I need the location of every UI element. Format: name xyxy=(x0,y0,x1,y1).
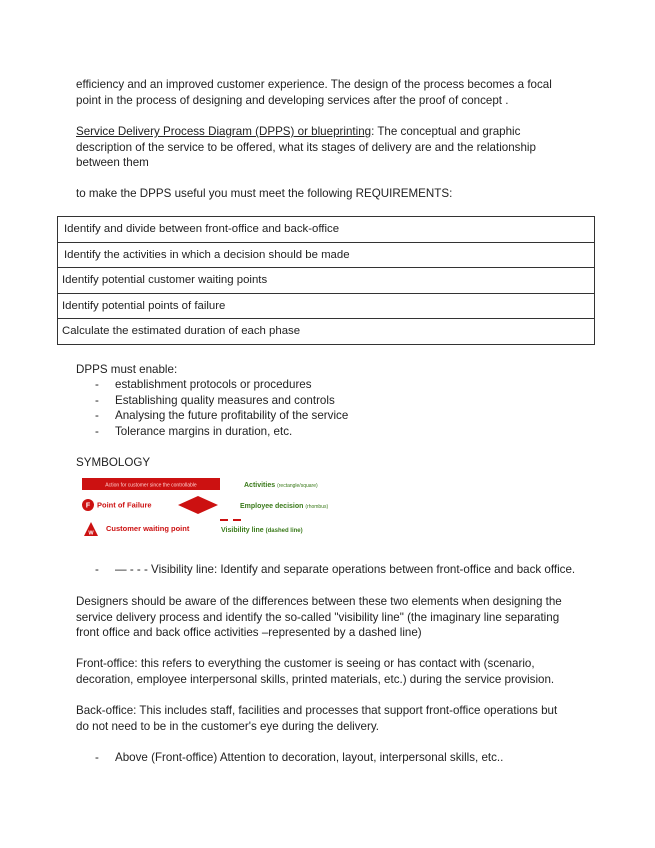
back-office-line-2: do not need to be in the customer's eye during the delivery. xyxy=(76,719,379,733)
front-office-line-1: Front-office: this refers to everything the customer is seeing or has contact with (scenario, xyxy=(76,657,535,670)
visibility-line-note: (dashed line) xyxy=(265,528,303,534)
list-item-text: Establishing quality measures and controls xyxy=(115,393,335,407)
list-item xyxy=(95,408,348,424)
back-office-paragraph xyxy=(76,703,586,734)
table-row xyxy=(58,217,595,243)
table-row xyxy=(58,242,595,268)
list-item xyxy=(95,393,348,409)
list-item xyxy=(95,377,348,393)
dpps-term: Service Delivery Process Diagram (DPPS) or blueprinting xyxy=(76,125,372,138)
dpps-enable-heading: DPPS must enable: xyxy=(76,363,178,376)
designers-paragraph xyxy=(76,594,586,641)
above-list xyxy=(95,750,503,766)
list-dash: - xyxy=(95,424,99,438)
list-dash: - xyxy=(95,378,99,391)
table-row xyxy=(58,268,595,294)
intro-line-1: efficiency and an improved customer experience. The design of the process becomes a focal xyxy=(76,78,552,91)
visibility-list xyxy=(95,562,575,578)
point-of-failure-label: Point of Failure xyxy=(97,500,152,510)
activities-text: Activities xyxy=(244,482,276,489)
dpps-definition-line-3: between them xyxy=(76,156,149,170)
requirements-table xyxy=(57,216,595,345)
symbology-heading: SYMBOLOGY xyxy=(76,456,151,469)
list-item-text: — - - - Visibility line: Identify and separate operations between front-office and back office. xyxy=(115,563,576,576)
intro-paragraph xyxy=(76,77,586,108)
list-item-text: Above (Front-office) Attention to decoration, layout, interpersonal skills, etc.. xyxy=(115,751,504,764)
dpps-definition-paragraph xyxy=(76,124,586,171)
list-item-text: Tolerance margins in duration, etc. xyxy=(115,424,293,438)
list-item xyxy=(95,562,575,578)
employee-decision-label xyxy=(240,503,328,510)
failure-letter: F xyxy=(85,502,91,510)
list-item-text: Analysing the future profitability of the service xyxy=(115,409,349,423)
dpps-definition-line-1: : The conceptual and graphic xyxy=(371,125,521,138)
list-dash: - xyxy=(95,751,99,764)
requirement-cell: Identify the activities in which a decision should be made xyxy=(58,242,595,268)
list-item xyxy=(95,424,348,440)
symbology-legend xyxy=(80,475,352,543)
list-item xyxy=(95,750,503,766)
designers-line-2: service delivery process and identify the so-called "visibility line" (the imaginary line separating xyxy=(76,610,560,624)
list-dash: - xyxy=(95,409,99,423)
table-row xyxy=(58,319,595,345)
table-row xyxy=(58,293,595,319)
customer-waiting-label: Customer waiting point xyxy=(106,524,190,533)
visibility-line-text: Visibility line xyxy=(221,527,264,534)
requirement-cell: Identify potential customer waiting points xyxy=(58,268,595,294)
intro-line-2: point in the process of designing and developing services after the proof of concept . xyxy=(76,93,509,107)
employee-decision-note: (rhombus) xyxy=(305,504,329,510)
activities-label xyxy=(244,482,318,489)
front-office-line-2: decoration, employee interpersonal skills, printed materials, etc.) during the service provision. xyxy=(76,672,555,686)
requirement-cell: Identify potential points of failure xyxy=(58,293,595,319)
designers-line-1: Designers should be aware of the differences between these two elements when designing the xyxy=(76,595,562,608)
designers-line-3: front office and back office activities –represented by a dashed line) xyxy=(76,626,422,640)
waiting-letter: W xyxy=(88,530,94,537)
customer-action-bar-text: Action for customer since the controllable xyxy=(105,482,197,489)
dpps-enable-list xyxy=(95,377,348,439)
list-item-text: establishment protocols or procedures xyxy=(115,378,312,391)
list-dash: - xyxy=(95,393,99,407)
activities-note: (rectangle/square) xyxy=(277,483,318,489)
front-office-paragraph xyxy=(76,656,586,687)
list-dash: - xyxy=(95,563,99,576)
requirements-intro: to make the DPPS useful you must meet the following REQUIREMENTS: xyxy=(76,187,453,200)
requirement-cell: Calculate the estimated duration of each phase xyxy=(58,319,595,345)
visibility-line-label xyxy=(221,527,303,534)
dpps-definition-line-2: description of the service to be offered, what its stages of delivery are and the relationship xyxy=(76,140,536,154)
employee-decision-text: Employee decision xyxy=(240,503,304,510)
back-office-line-1: Back-office: This includes staff, facilities and processes that support front-office operations but xyxy=(76,704,558,717)
requirement-cell: Identify and divide between front-office and back-office xyxy=(58,217,595,243)
decision-rhombus-icon xyxy=(178,496,218,514)
